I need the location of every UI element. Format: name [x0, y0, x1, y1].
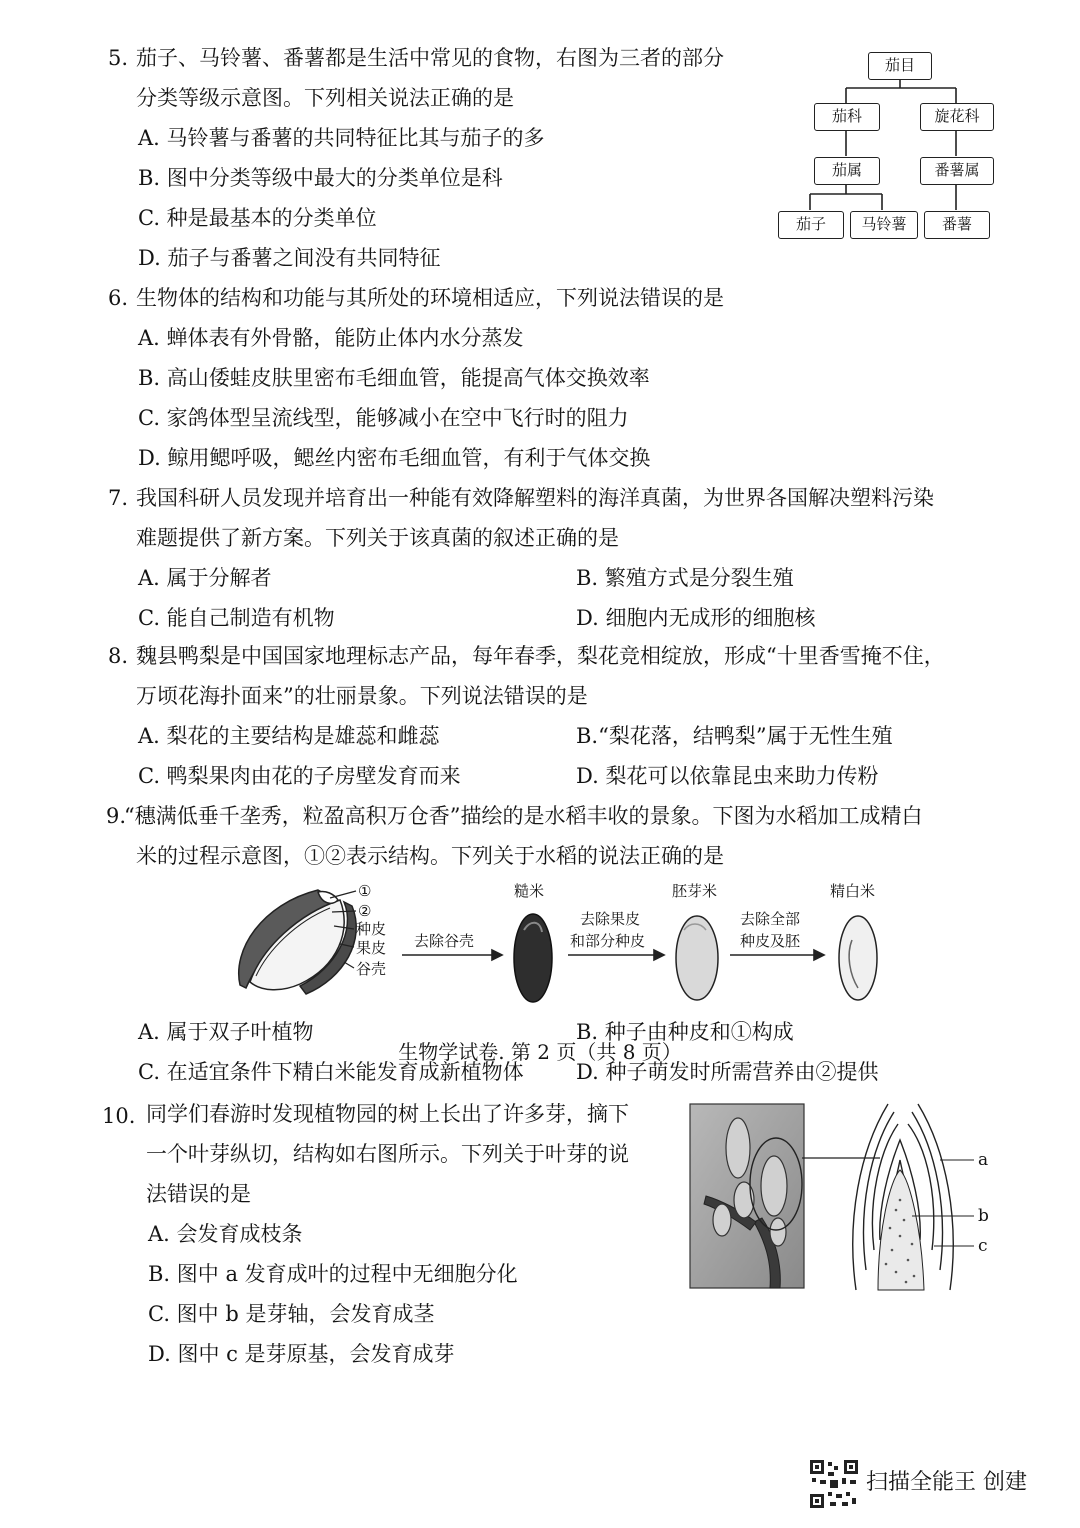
q5-diagram-species-potato: 马铃薯 [850, 211, 918, 239]
q7-number: 7. [108, 486, 129, 510]
q9-label-seed-coat: 种皮 [356, 920, 387, 938]
q10-option-d: D. 图中 c 是芽原基，会发育成芽 [148, 1342, 455, 1366]
q7-option-b: B. 繁殖方式是分裂生殖 [576, 566, 794, 590]
q10-stem-line3: 法错误的是 [146, 1182, 251, 1206]
q7-option-a: A. 属于分解者 [138, 566, 272, 590]
q5-diagram-species-eggplant: 茄子 [778, 211, 844, 239]
q6-option-b: B. 高山倭蛙皮肤里密布毛细血管，能提高气体交换效率 [138, 366, 650, 390]
scanner-watermark: 扫描全能王 创建 [866, 1470, 1027, 1495]
q9-stem-line2: 米的过程示意图，①②表示结构。下列关于水稻的说法正确的是 [136, 844, 724, 868]
q5-diagram-genus-solanum: 茄属 [814, 157, 880, 185]
q5-option-d: D. 茄子与番薯之间没有共同特征 [138, 246, 441, 270]
q8-option-c: C. 鸭梨果肉由花的子房壁发育而来 [138, 764, 461, 788]
q9-step3-label-line2: 种皮及胚 [740, 932, 801, 950]
q9-option-b: B. 种子由种皮和①构成 [576, 1020, 794, 1044]
q9-option-d: D. 种子萌发时所需营养由②提供 [576, 1060, 879, 1084]
q5-option-a: A. 马铃薯与番薯的共同特征比其与茄子的多 [138, 126, 545, 150]
q9-step2-label-line1: 去除果皮 [580, 910, 641, 928]
q6-option-a: A. 蝉体表有外骨骼，能防止体内水分蒸发 [138, 326, 524, 350]
q5-stem-line2: 分类等级示意图。下列相关说法正确的是 [136, 86, 514, 110]
q9-label-pericarp: 果皮 [356, 939, 387, 957]
q7-option-d: D. 细胞内无成形的细胞核 [576, 606, 816, 630]
q9-step1-label: 去除谷壳 [414, 932, 475, 950]
q5-number: 5. [108, 46, 129, 70]
q9-label-mark1: ① [358, 882, 372, 900]
q8-option-b: B.“梨花落，结鸭梨”属于无性生殖 [576, 724, 893, 748]
q9-option-a: A. 属于双子叶植物 [138, 1020, 314, 1044]
q10-label-c: c [978, 1236, 988, 1256]
q10-stem-line2: 一个叶芽纵切，结构如右图所示。下列关于叶芽的说 [146, 1142, 629, 1166]
q10-option-a: A. 会发育成枝条 [148, 1222, 303, 1246]
q9-label-husk: 谷壳 [356, 960, 387, 978]
q5-diagram-species-sweet-potato: 番薯 [924, 211, 990, 239]
q7-stem-line2: 难题提供了新方案。下列关于该真菌的叙述正确的是 [136, 526, 619, 550]
q5-diagram-family-solanaceae: 茄科 [814, 103, 880, 131]
q5-option-c: C. 种是最基本的分类单位 [138, 206, 377, 230]
q6-stem: 生物体的结构和功能与其所处的环境相适应，下列说法错误的是 [136, 286, 724, 310]
q9-label-germ-rice: 胚芽米 [672, 882, 718, 900]
q5-diagram-family-convolvulaceae: 旋花科 [920, 103, 994, 131]
q6-option-d: D. 鲸用鳃呼吸，鳃丝内密布毛细血管，有利于气体交换 [138, 446, 651, 470]
q9-stem-line1: “穗满低垂千垄秀，粒盈高积万仓香”描绘的是水稻丰收的景象。下图为水稻加工成精白 [124, 804, 923, 828]
q10-option-c: C. 图中 b 是芽轴，会发育成茎 [148, 1302, 435, 1326]
q6-option-c: C. 家鸽体型呈流线型，能够减小在空中飞行时的阻力 [138, 406, 629, 430]
q9-step2-label-line2: 和部分种皮 [570, 932, 646, 950]
q9-label-white-rice: 精白米 [830, 882, 876, 900]
page-footer: 生物学试卷. 第 2 页（共 8 页） [398, 1040, 682, 1064]
q10-option-b: B. 图中 a 发育成叶的过程中无细胞分化 [148, 1262, 518, 1286]
qr-code-icon [808, 1458, 860, 1510]
q5-diagram-order: 茄目 [868, 52, 932, 80]
q6-number: 6. [108, 286, 129, 310]
q8-option-d: D. 梨花可以依靠昆虫来助力传粉 [576, 764, 879, 788]
q9-label-brown-rice: 糙米 [514, 882, 545, 900]
q7-option-c: C. 能自己制造有机物 [138, 606, 335, 630]
q8-option-a: A. 梨花的主要结构是雄蕊和雌蕊 [138, 724, 440, 748]
q9-step3-label-line1: 去除全部 [740, 910, 801, 928]
q8-stem-line1: 魏县鸭梨是中国国家地理标志产品，每年春季，梨花竞相绽放，形成“十里香雪掩不住， [136, 644, 945, 668]
q5-stem-line1: 茄子、马铃薯、番薯都是生活中常见的食物，右图为三者的部分 [136, 46, 724, 70]
q5-diagram-genus-ipomoea: 番薯属 [920, 157, 994, 185]
q10-number: 10. [102, 1104, 136, 1128]
q9-option-c: C. 在适宜条件下精白米能发育成新植物体 [138, 1060, 524, 1084]
q8-stem-line2: 万顷花海扑面来”的壮丽景象。下列说法错误的是 [136, 684, 588, 708]
q7-stem-line1: 我国科研人员发现并培育出一种能有效降解塑料的海洋真菌，为世界各国解决塑料污染 [136, 486, 934, 510]
q9-label-mark2: ② [358, 902, 372, 920]
q10-stem-line1: 同学们春游时发现植物园的树上长出了许多芽，摘下 [146, 1102, 629, 1126]
q9-number: 9. [106, 804, 127, 828]
q10-label-a: a [978, 1150, 989, 1170]
q8-number: 8. [108, 644, 129, 668]
q10-label-b: b [978, 1206, 989, 1226]
q5-option-b: B. 图中分类等级中最大的分类单位是科 [138, 166, 503, 190]
